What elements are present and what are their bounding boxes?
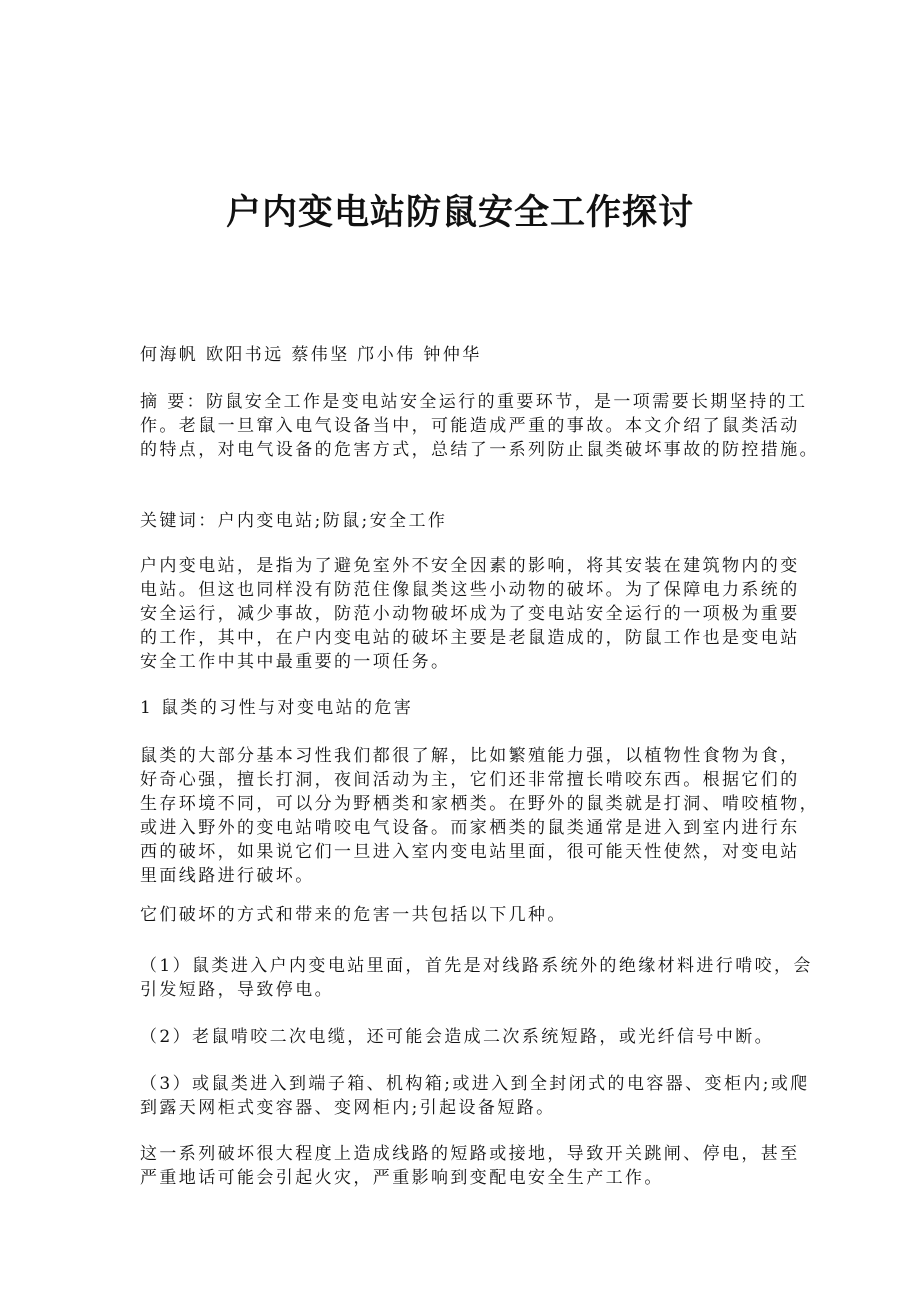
text-line: （1）鼠类进入户内变电站里面，首先是对线路系统外的绝缘材料进行啃咬，会 xyxy=(140,956,813,976)
text-line: 作。老鼠一旦窜入电气设备当中，可能造成严重的事故。本文介绍了鼠类活动 xyxy=(140,416,800,436)
text-line: 1 鼠类的习性与对变电站的危害 xyxy=(140,698,414,718)
authors: 何海帆 欧阳书远 蔡伟坚 邝小伟 钟仲华 xyxy=(140,345,482,365)
text-line: 西的破坏，如果说它们一旦进入室内变电站里面，很可能天性使然，对变电站 xyxy=(140,842,800,862)
damage-intro xyxy=(140,903,800,927)
document-title: 户内变电站防鼠安全工作探讨 xyxy=(225,192,694,233)
text-line: 户内变电站，是指为了避免室外不安全因素的影响，将其安装在建筑物内的变 xyxy=(140,556,800,576)
text-line: 的特点，对电气设备的危害方式，总结了一系列防止鼠类破坏事故的防控措施。 xyxy=(140,440,819,460)
abstract xyxy=(140,390,819,462)
text-line: 里面线路进行破坏。 xyxy=(140,866,315,886)
text-line: 这一系列破坏很大程度上造成线路的短路或接地，导致开关跳闸、停电，甚至 xyxy=(140,1144,800,1164)
text-line: 的工作，其中，在户内变电站的破坏主要是老鼠造成的，防鼠工作也是变电站 xyxy=(140,628,800,648)
damage-item-3 xyxy=(140,1072,810,1120)
text-line: 到露天网柜式变容器、变网柜内;引起设备短路。 xyxy=(140,1098,556,1118)
text-line: 电站。但这也同样没有防范住像鼠类这些小动物的破坏。为了保障电力系统的 xyxy=(140,580,800,600)
text-line: 安全运行，减少事故，防范小动物破坏成为了变电站安全运行的一项极为重要 xyxy=(140,604,800,624)
text-line: 好奇心强，擅长打洞，夜间活动为主，它们还非常擅长啃咬东西。根据它们的 xyxy=(140,770,800,790)
text-line: 它们破坏的方式和带来的危害一共包括以下几种。 xyxy=(140,905,567,925)
text-line: 生存环境不同，可以分为野栖类和家栖类。在野外的鼠类就是打洞、啃咬植物， xyxy=(140,794,819,814)
text-line: 摘 要：防鼠安全工作是变电站安全运行的重要环节，是一项需要长期坚持的工 xyxy=(140,392,808,412)
text-line: 关键词：户内变电站;防鼠;安全工作 xyxy=(140,511,448,531)
text-line: 鼠类的大部分基本习性我们都很了解，比如繁殖能力强，以植物性食物为食， xyxy=(140,746,800,766)
text-line: 或进入野外的变电站啃咬电气设备。而家栖类的鼠类通常是进入到室内进行东 xyxy=(140,818,800,838)
keywords xyxy=(140,509,800,533)
damage-item-1 xyxy=(140,954,813,1002)
text-line: （2）老鼠啃咬二次电缆，还可能会造成二次系统短路，或光纤信号中断。 xyxy=(140,1027,775,1047)
conclusion-paragraph xyxy=(140,1142,800,1190)
text-line: 严重地话可能会引起火灾，严重影响到变配电安全生产工作。 xyxy=(140,1168,664,1188)
habits-paragraph xyxy=(140,744,819,888)
text-line: （3）或鼠类进入到端子箱、机构箱;或进入到全封闭式的电容器、变柜内;或爬 xyxy=(140,1074,810,1094)
intro-paragraph xyxy=(140,554,800,674)
damage-item-2 xyxy=(140,1025,800,1049)
text-line: 引发短路，导致停电。 xyxy=(140,980,334,1000)
text-line: 安全工作中其中最重要的一项任务。 xyxy=(140,652,451,672)
section-heading-1 xyxy=(140,696,800,720)
